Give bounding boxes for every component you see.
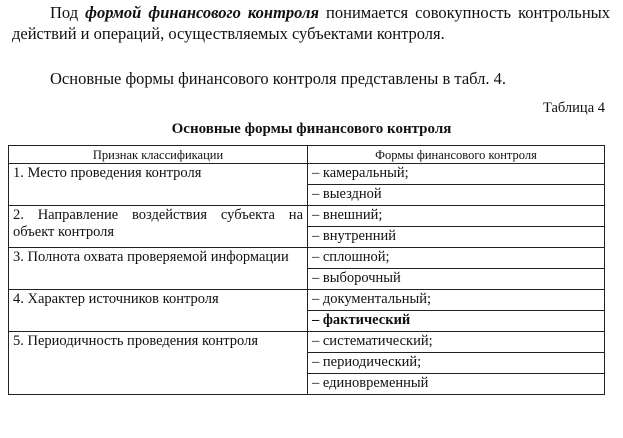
form-item: – периодический; [308,353,604,374]
criterion-cell: 4. Характер источников контроля [9,290,308,332]
form-item: – сплошной; [308,248,604,269]
form-item: – документальный; [308,290,604,311]
table-row [9,248,605,290]
intro-rest: понимается совокупность контрольных действий и операций, осуществляемых субъектами контроля. [12,3,610,43]
form-item: – выездной [312,186,382,202]
form-item: – фактический [312,312,411,328]
header-forms: Формы финансового контроля [308,146,605,164]
forms-table [8,145,605,395]
forms-cell [308,332,605,395]
intro-lead: Под [50,3,86,22]
intro-paragraph [12,2,610,44]
criterion-cell: 1. Место проведения контроля [9,164,308,206]
criterion-cell: 2. Направление воздействия субъекта на объект контроля [9,206,308,248]
table-row [9,290,605,332]
criterion-cell: 5. Периодичность проведения контроля [9,332,308,395]
form-item: – единовременный [312,375,429,391]
table-row [9,206,605,248]
form-item: – систематический; [308,332,604,353]
table-number: Таблица 4 [542,100,605,116]
form-item: – внутренний [312,228,396,244]
header-criterion: Признак классификации [9,146,308,164]
form-item: – внешний; [308,206,604,227]
form-item: – выборочный [312,270,401,286]
table-row [9,164,605,206]
reference-paragraph: Основные формы финансового контроля представлены в табл. 4. [50,69,507,88]
table-title: Основные формы финансового контроля [171,121,452,137]
forms-cell [308,206,605,248]
criterion-cell: 3. Полнота охвата проверяемой информации [9,248,308,290]
table-header-row [9,146,605,164]
defined-term: формой финансового контроля [85,3,319,22]
forms-cell [308,290,605,332]
table-row [9,332,605,395]
forms-cell [308,164,605,206]
form-item: – камеральный; [308,164,604,185]
forms-cell [308,248,605,290]
